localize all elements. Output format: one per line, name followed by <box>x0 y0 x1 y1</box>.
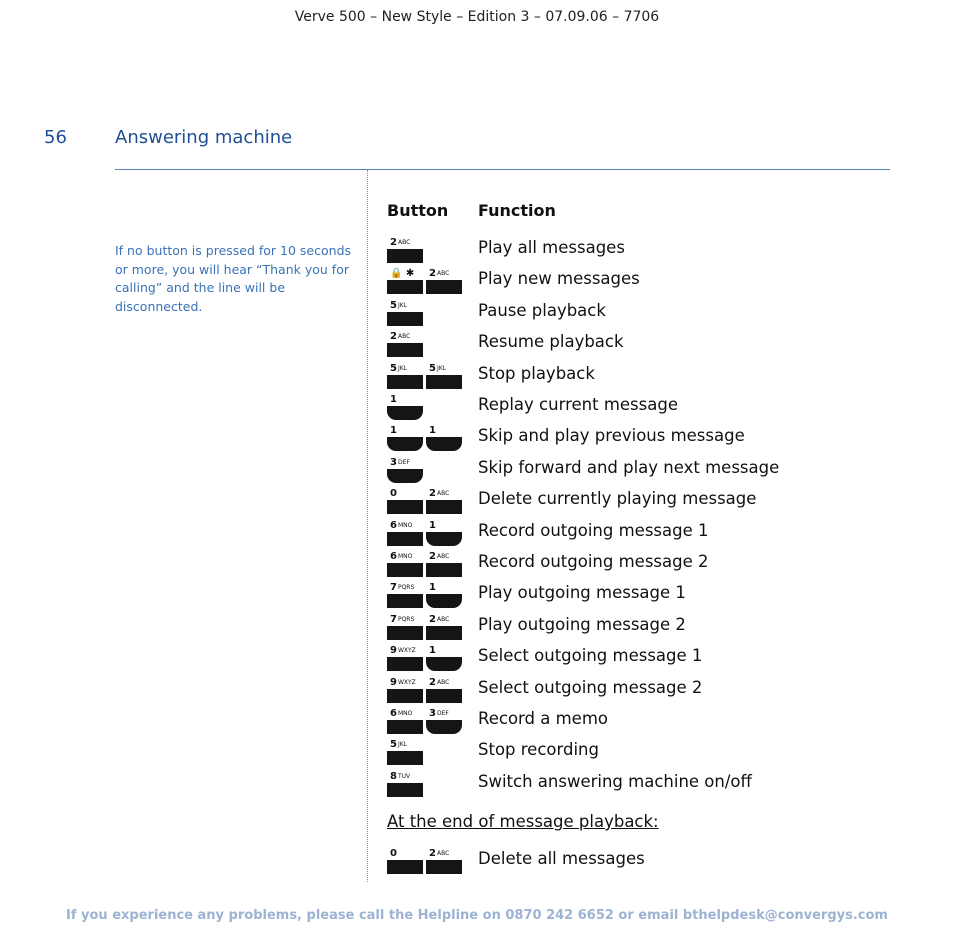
side-note: If no button is pressed for 10 seconds or more, you will hear “Thank you for calling” and the line will be disconnected. <box>115 243 352 314</box>
keypad-key-icon <box>387 551 423 577</box>
key-number: 7 <box>390 582 397 594</box>
key-body <box>387 860 423 874</box>
key-label <box>429 614 449 625</box>
key-number: 2 <box>429 551 436 562</box>
key-number: 1 <box>390 425 397 437</box>
key-letters: ABC <box>436 615 450 623</box>
function-row <box>0 298 954 329</box>
key-body <box>387 532 423 546</box>
key-number: 🔒 ✱ <box>390 268 415 280</box>
key-label <box>390 771 410 782</box>
key-label <box>390 677 416 688</box>
key-number: 2 <box>429 676 436 688</box>
key-number: 1 <box>429 582 436 594</box>
function-text: Skip forward and play next message <box>478 457 780 477</box>
key-number: 9 <box>390 676 397 688</box>
key-body <box>387 689 423 703</box>
key-body <box>387 720 423 734</box>
key-label <box>390 237 410 248</box>
keypad-key-icon <box>426 363 462 389</box>
function-row <box>0 769 954 800</box>
key-label <box>390 739 407 750</box>
key-body <box>387 375 423 389</box>
key-number: 2 <box>429 848 436 859</box>
key-body <box>387 783 423 797</box>
key-number: 2 <box>429 488 436 500</box>
key-letters: ABC <box>436 553 450 560</box>
function-text: Record a memo <box>478 709 609 728</box>
function-text: Record outgoing message 2 <box>478 552 709 571</box>
function-row <box>0 486 954 517</box>
key-body <box>426 437 462 451</box>
keypad-key-icon <box>387 300 423 326</box>
keypad-key-icon <box>387 771 423 797</box>
key-number: 6 <box>390 519 397 531</box>
key-label <box>390 645 416 656</box>
key-letters: MNO <box>397 553 413 560</box>
function-column-header: Function <box>478 201 556 220</box>
function-row <box>0 455 954 486</box>
key-body <box>387 469 423 483</box>
keypad-key-icon <box>387 237 423 263</box>
key-number: 0 <box>390 848 397 859</box>
key-body <box>426 689 462 703</box>
key-label <box>390 582 414 593</box>
keypad-key-icon <box>387 520 423 546</box>
key-label <box>429 582 436 593</box>
key-number: 2 <box>429 613 436 625</box>
key-number: 5 <box>429 362 436 374</box>
function-text: Stop recording <box>478 740 599 760</box>
function-text: Record outgoing message 1 <box>478 520 709 540</box>
key-label <box>390 268 414 279</box>
function-text: Switch answering machine on/off <box>478 771 752 791</box>
keypad-key-icon <box>387 457 423 483</box>
key-number: 0 <box>390 488 397 500</box>
key-body <box>426 594 462 608</box>
key-letters: JKL <box>397 301 408 309</box>
helpline-footer: If you experience any problems, please call the Helpline on 0870 242 6652 or email bthelpdesk@convergys.com <box>66 908 888 923</box>
key-label <box>429 677 449 688</box>
key-number: 5 <box>390 299 397 311</box>
function-row <box>0 737 954 768</box>
keypad-key-icon <box>426 520 462 546</box>
key-letters: MNO <box>397 521 413 529</box>
key-body <box>387 500 423 514</box>
key-body <box>387 751 423 765</box>
keypad-key-icon <box>387 488 423 514</box>
key-label <box>429 268 449 279</box>
function-row <box>0 423 954 454</box>
function-row <box>0 518 954 549</box>
key-letters: JKL <box>397 364 408 372</box>
function-text: Play outgoing message 1 <box>478 583 686 603</box>
keypad-key-icon <box>387 739 423 765</box>
key-letters: WXYZ <box>397 678 416 686</box>
key-number: 1 <box>429 519 436 531</box>
keypad-key-icon <box>426 551 462 577</box>
function-row <box>0 612 954 643</box>
key-label <box>390 331 410 342</box>
function-row <box>0 392 954 423</box>
keypad-key-icon <box>426 645 462 671</box>
key-body <box>387 437 423 451</box>
function-row <box>0 266 954 297</box>
function-row <box>0 675 954 706</box>
function-text: Pause playback <box>478 300 606 320</box>
key-body <box>387 249 423 263</box>
key-label <box>429 708 449 719</box>
key-number: 5 <box>390 739 397 751</box>
keypad-key-icon <box>387 425 423 451</box>
function-text: Select outgoing message 1 <box>478 646 703 666</box>
button-column-header: Button <box>387 201 449 220</box>
key-number: 1 <box>429 645 436 657</box>
key-number: 2 <box>390 237 397 248</box>
key-label <box>429 363 446 374</box>
function-row <box>0 361 954 392</box>
key-number: 8 <box>390 770 397 782</box>
end-of-playback-heading: At the end of message playback: <box>387 812 659 831</box>
key-letters: JKL <box>397 741 408 749</box>
keypad-key-icon <box>426 488 462 514</box>
keypad-key-icon <box>426 614 462 640</box>
key-letters: ABC <box>436 270 450 278</box>
function-text: Play new messages <box>478 269 640 289</box>
key-body <box>426 720 462 734</box>
keypad-key-icon <box>387 331 423 357</box>
keypad-key-icon <box>387 848 423 874</box>
key-body <box>387 280 423 294</box>
key-label <box>390 708 412 719</box>
key-letters: TUV <box>397 772 411 780</box>
function-text: Delete currently playing message <box>478 489 757 509</box>
header-rule <box>115 169 890 170</box>
keypad-key-icon <box>387 708 423 734</box>
key-letters: WXYZ <box>397 647 416 655</box>
function-text: Stop playback <box>478 363 595 383</box>
keypad-key-icon <box>387 268 423 294</box>
key-number: 3 <box>429 708 436 719</box>
key-letters: ABC <box>397 239 411 246</box>
keypad-key-icon <box>426 708 462 734</box>
key-label <box>429 488 449 499</box>
keypad-key-icon <box>426 425 462 451</box>
key-label <box>390 425 397 436</box>
keypad-key-icon <box>426 268 462 294</box>
key-letters: ABC <box>436 490 450 498</box>
key-number: 3 <box>390 456 397 468</box>
key-label <box>390 457 410 468</box>
keypad-key-icon <box>387 582 423 608</box>
page-number: 56 <box>44 127 67 148</box>
key-label <box>390 488 397 499</box>
key-body <box>387 406 423 420</box>
key-body <box>387 594 423 608</box>
key-letters: DEF <box>436 710 449 717</box>
keypad-key-icon <box>426 677 462 703</box>
keypad-key-icon <box>387 614 423 640</box>
function-text: Play all messages <box>478 238 625 257</box>
running-head: Verve 500 – New Style – Edition 3 – 07.09.06 – 7706 <box>294 9 660 25</box>
key-letters: ABC <box>436 678 450 686</box>
keypad-key-icon <box>426 582 462 608</box>
key-body <box>426 626 462 640</box>
function-row <box>0 329 954 360</box>
function-row <box>0 846 954 877</box>
keypad-key-icon <box>387 677 423 703</box>
key-body <box>387 343 423 357</box>
key-body <box>426 500 462 514</box>
key-letters: PQRS <box>397 584 415 592</box>
function-text: Play outgoing message 2 <box>478 614 686 634</box>
key-body <box>426 563 462 577</box>
function-text: Delete all messages <box>478 849 645 868</box>
key-number: 6 <box>390 551 397 562</box>
key-letters: DEF <box>397 458 410 466</box>
key-label <box>390 848 397 859</box>
key-body <box>387 563 423 577</box>
key-letters: ABC <box>397 333 411 341</box>
key-body <box>426 280 462 294</box>
key-label <box>429 425 436 436</box>
key-number: 9 <box>390 645 397 657</box>
key-letters: ABC <box>436 850 450 857</box>
key-number: 6 <box>390 708 397 719</box>
key-label <box>429 520 436 531</box>
key-number: 2 <box>390 331 397 343</box>
key-letters: JKL <box>436 364 447 372</box>
key-number: 2 <box>429 268 436 280</box>
key-label <box>390 394 397 405</box>
key-label <box>390 300 407 311</box>
keypad-key-icon <box>387 394 423 420</box>
function-text: Skip and play previous message <box>478 426 745 446</box>
function-row <box>0 549 954 580</box>
key-body <box>387 312 423 326</box>
key-body <box>426 375 462 389</box>
key-label <box>429 645 436 656</box>
function-text: Select outgoing message 2 <box>478 677 703 697</box>
keypad-key-icon <box>387 645 423 671</box>
key-body <box>387 626 423 640</box>
function-text: Replay current message <box>478 395 678 414</box>
key-number: 1 <box>390 394 397 405</box>
key-label <box>390 614 414 625</box>
key-number: 7 <box>390 613 397 625</box>
function-row <box>0 643 954 674</box>
key-label <box>390 551 412 562</box>
key-letters: PQRS <box>397 615 415 623</box>
function-row <box>0 706 954 737</box>
key-body <box>387 657 423 671</box>
key-body <box>426 860 462 874</box>
key-body <box>426 657 462 671</box>
key-number: 5 <box>390 362 397 374</box>
function-text: Resume playback <box>478 332 624 352</box>
key-label <box>390 363 407 374</box>
key-number: 1 <box>429 425 436 437</box>
section-title: Answering machine <box>115 127 293 148</box>
key-letters: MNO <box>397 710 413 717</box>
key-label <box>429 551 449 562</box>
key-body <box>426 532 462 546</box>
function-row <box>0 235 954 266</box>
function-row <box>0 580 954 611</box>
keypad-key-icon <box>426 848 462 874</box>
key-label <box>429 848 449 859</box>
key-label <box>390 520 412 531</box>
keypad-key-icon <box>387 363 423 389</box>
